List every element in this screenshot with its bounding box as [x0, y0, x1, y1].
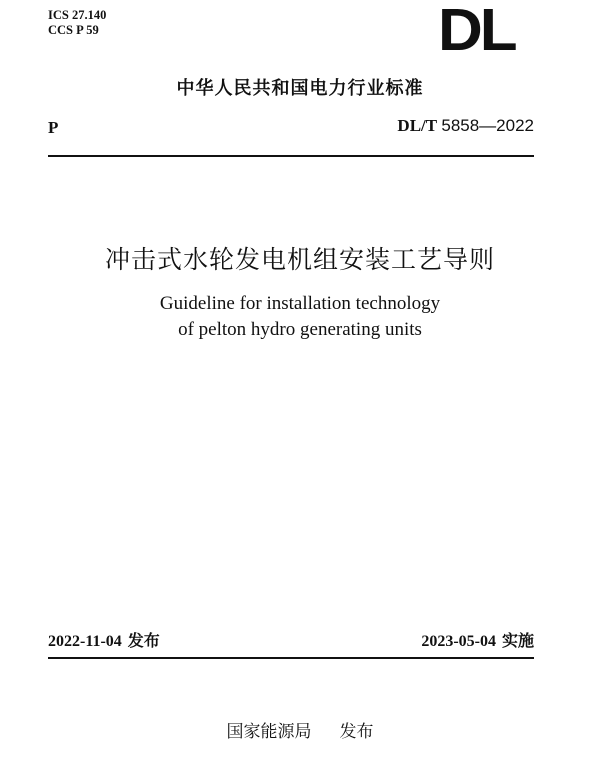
issuer-name: 国家能源局 — [226, 722, 312, 742]
standard-number — [397, 116, 534, 136]
issuer-label: 发布 — [339, 722, 374, 742]
classification-letter: P — [48, 118, 59, 137]
release-date — [48, 628, 160, 651]
release-label: 发布 — [127, 631, 160, 650]
top-divider — [48, 155, 534, 157]
dl-logo: DL — [438, 0, 515, 64]
bottom-divider — [48, 657, 534, 659]
title-english-line-2: of pelton hydro generating units — [178, 319, 422, 340]
title-english-line-1: Guideline for installation technology — [159, 293, 441, 314]
industry-standard-heading: 中华人民共和国电力行业标准 — [176, 78, 424, 99]
ccs-code: CCS P 59 — [48, 23, 99, 37]
release-date-value: 2022-11-04 — [48, 633, 122, 650]
effective-label: 实施 — [501, 631, 534, 650]
title-english — [0, 291, 600, 343]
classification-codes — [48, 8, 106, 38]
title-chinese: 冲击式水轮发电机组安装工艺导则 — [104, 245, 495, 274]
standard-code: DL/T — [397, 116, 438, 135]
effective-date-value: 2023-05-04 — [421, 633, 496, 650]
issuer — [0, 717, 600, 742]
ics-code: ICS 27.140 — [48, 8, 107, 22]
standard-year-number: 5858—2022 — [441, 116, 534, 135]
effective-date — [421, 628, 534, 651]
